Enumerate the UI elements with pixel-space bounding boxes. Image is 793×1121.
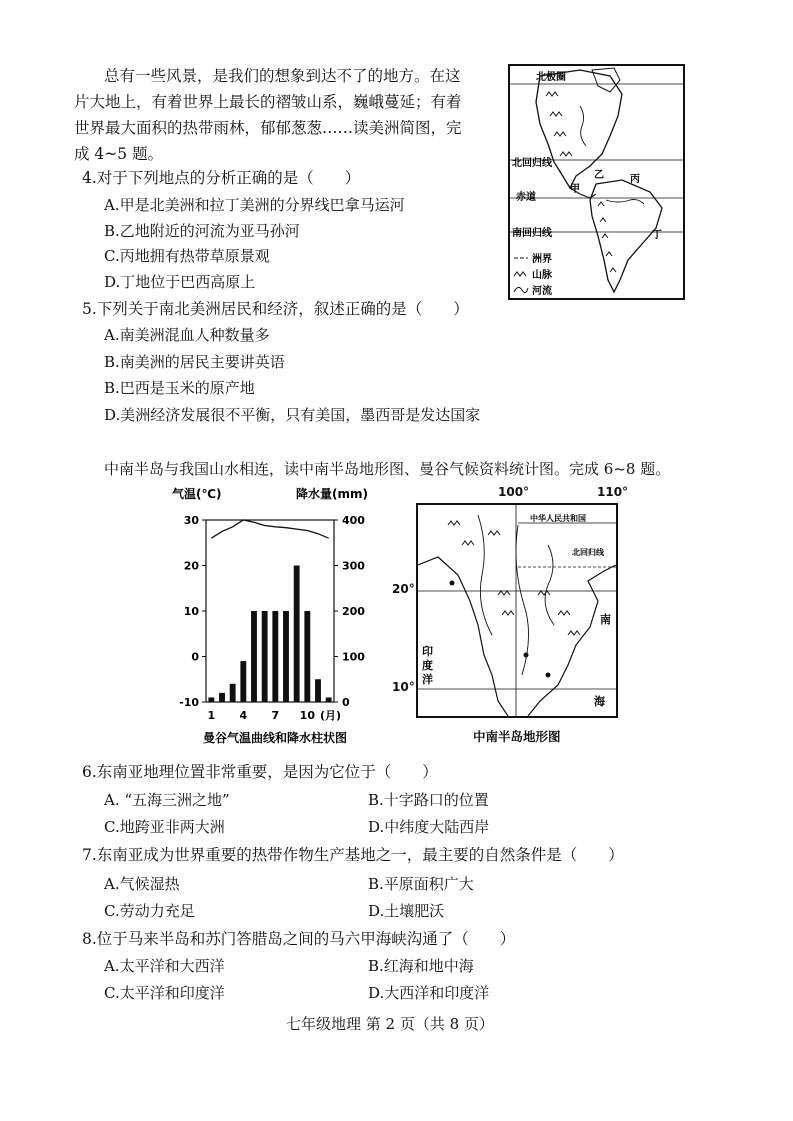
sea-label: 海 [594, 695, 605, 708]
precip-bar [294, 566, 300, 703]
x-axis-label: (月) [320, 709, 342, 722]
q7-option-b: B.平原面积广大 [368, 875, 474, 893]
legend-mountain: 山脉 [532, 270, 552, 281]
q6-option-a: A. “五海三洲之地” [104, 791, 230, 809]
y-left-tick-label: 30 [183, 514, 199, 527]
precip-bar [240, 661, 246, 702]
q6-option-c: C.地跨亚非两大洲 [104, 818, 225, 836]
precip-bar [262, 611, 268, 702]
intro-q6-8: 中南半岛与我国山水相连，读中南半岛地形图、曼谷气候资料统计图。完成 6~8 题。 [104, 460, 671, 478]
tropic-south-label: 南回归线 [512, 228, 552, 239]
q8-option-c: C.太平洋和印度洋 [104, 984, 225, 1002]
y-left-tick-label: 0 [191, 650, 199, 664]
lat-10-label: 10° [392, 680, 415, 694]
intro-line: 总有一些风景，是我们的想象到达不了的地方。在这 [104, 67, 461, 85]
q7-option-a: A.气候湿热 [104, 875, 180, 893]
chart-ylabel-left: 气温(℃) [172, 487, 222, 501]
q7-option-c: C.劳动力充足 [104, 902, 195, 920]
precip-bar [326, 697, 332, 702]
question-6-stem: 6.东南亚地理位置非常重要，是因为它位于（ ） [82, 763, 438, 781]
lat-20-label: 20° [392, 582, 415, 596]
question-4-stem: 4.对于下列地点的分析正确的是（ ） [82, 169, 361, 187]
q7-option-d: D.土壤肥沃 [368, 902, 445, 920]
q8-option-a: A.太平洋和大西洋 [104, 957, 225, 975]
indochina-map-graphic [418, 505, 616, 716]
intro-line: 成 4~5 题。 [74, 145, 164, 163]
legend-river: 河流 [532, 286, 552, 297]
question-5-stem: 5.下列关于南北美洲居民和经济，叙述正确的是（ ） [82, 300, 469, 318]
q4-option-c: C.丙地拥有热带草原景观 [104, 247, 270, 265]
indochina-map [416, 503, 618, 718]
intro-line: 世界最大面积的热带雨林，郁郁葱葱……读美洲简图，完 [74, 119, 462, 137]
q4-option-d: D.丁地位于巴西高原上 [104, 273, 256, 291]
q5-option-b: B.南美洲的居民主要讲英语 [104, 353, 285, 371]
x-tick-label: 1 [207, 709, 216, 722]
equator-label: 赤道 [516, 192, 536, 203]
yi-label: 乙 [594, 170, 604, 181]
indochina-map-caption: 中南半岛地形图 [473, 729, 561, 744]
precip-bar [219, 693, 225, 702]
lon-100-label: 100° [498, 485, 530, 499]
china-label: 中华人民共和国 [530, 514, 586, 523]
precip-bar [283, 611, 289, 702]
bing-label: 丙 [630, 174, 640, 185]
q5-option-a: A.南美洲混血人种数量多 [104, 326, 270, 344]
precip-bar [208, 697, 214, 702]
america-map-graphic [510, 66, 683, 298]
y-left-tick-label: 20 [183, 559, 199, 573]
temperature-curve [211, 520, 328, 538]
tropic-label: 北回归线 [572, 548, 604, 557]
x-tick-label: 10 [299, 709, 315, 722]
y-right-tick-label: 400 [342, 514, 365, 527]
y-left-tick-label: 10 [183, 605, 199, 618]
q6-option-d: D.中纬度大陆西岸 [368, 818, 490, 836]
precip-bar [230, 684, 236, 702]
legend-boundary: 洲界 [532, 254, 552, 265]
precip-bar [272, 611, 278, 702]
y-left-tick-label: -10 [179, 696, 199, 709]
y-right-tick-label: 300 [342, 559, 365, 573]
precip-bar [315, 679, 321, 702]
page-footer: 七年级地理 第 2 页（共 8 页） [286, 1015, 494, 1033]
tropic-north-label: 北回归线 [512, 158, 552, 169]
question-7-stem: 7.东南亚成为世界重要的热带作物生产基地之一，最主要的自然条件是（ ） [82, 846, 624, 864]
y-right-tick-label: 100 [342, 650, 365, 664]
q6-option-b: B.十字路口的位置 [368, 791, 489, 809]
plot-frame [206, 520, 334, 702]
y-right-tick-label: 0 [342, 696, 350, 709]
precip-bar [304, 611, 310, 702]
q8-option-b: B.红海和地中海 [368, 957, 474, 975]
intro-line: 片大地上，有着世界上最长的褶皱山系，巍峨蔓延；有着 [74, 93, 462, 111]
y-right-tick-label: 200 [342, 605, 365, 618]
q4-option-b: B.乙地附近的河流为亚马孙河 [104, 222, 300, 240]
ding-label: 丁 [652, 230, 662, 241]
q4-option-a: A.甲是北美洲和拉丁美洲的分界线巴拿马运河 [104, 196, 405, 214]
q8-option-d: D.大西洋和印度洋 [368, 984, 490, 1002]
lon-110-label: 110° [597, 485, 629, 499]
indian-ocean-label: 印度洋 [422, 645, 433, 686]
arctic-label: 北极圈 [536, 72, 566, 83]
bangkok-climate-chart [168, 484, 383, 749]
south-sea-label: 南 [600, 613, 611, 626]
x-tick-label: 7 [271, 709, 280, 722]
chart-ylabel-right: 降水量(mm) [296, 487, 368, 501]
jia-label: 甲 [570, 184, 580, 195]
precip-bar [251, 611, 257, 702]
question-8-stem: 8.位于马来半岛和苏门答腊岛之间的马六甲海峡沟通了（ ） [82, 930, 516, 948]
q5-option-c: B.巴西是玉米的原产地 [104, 379, 255, 397]
chart-title: 曼谷气温曲线和降水柱状图 [202, 731, 348, 745]
america-map [508, 64, 685, 300]
q5-option-d: D.美洲经济发展很不平衡，只有美国，墨西哥是发达国家 [104, 406, 481, 424]
x-tick-label: 4 [239, 709, 248, 722]
